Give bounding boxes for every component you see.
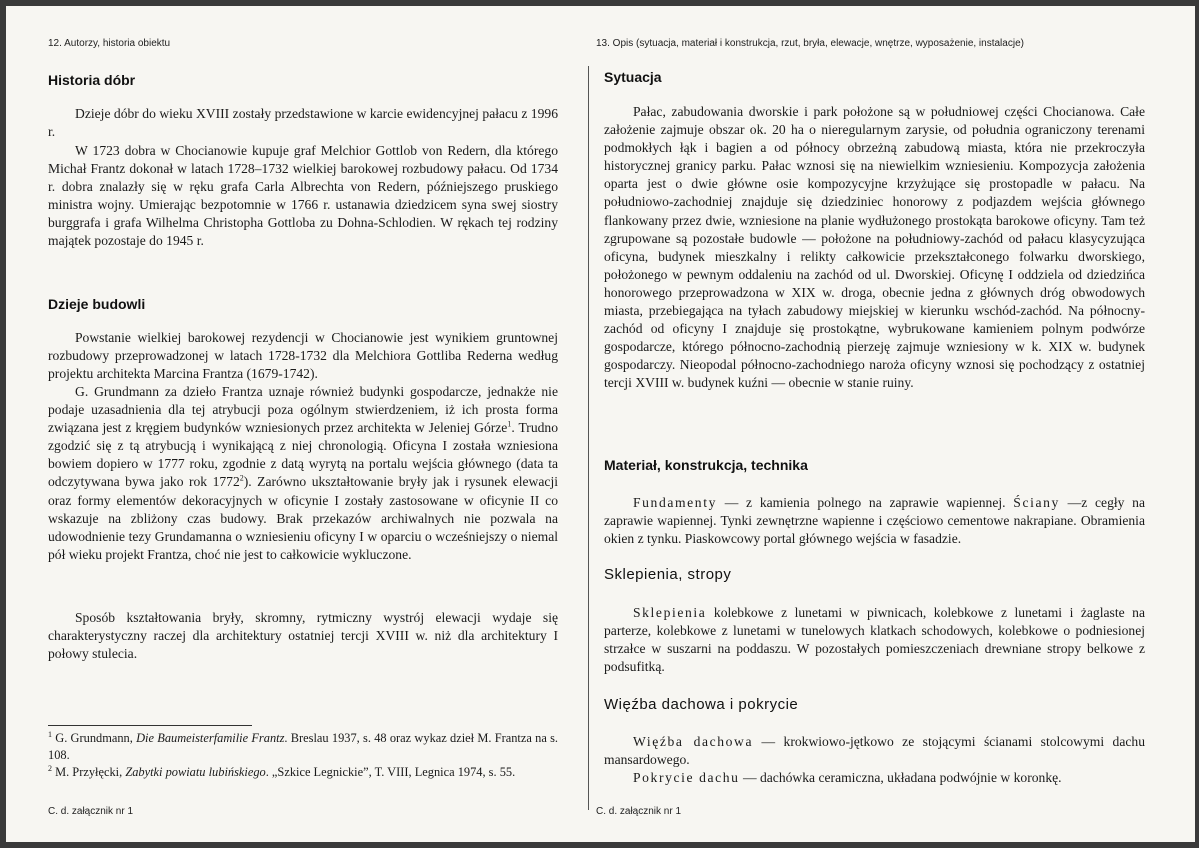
wiezba-term: Więźba dachowa [633, 734, 754, 749]
sytuacja-paragraph: Pałac, zabudowania dworskie i park położone są w południowej części Chocianowa. Całe założenie zajmuje obszar ok. 20 ha o nieregularnym zarysie, od południa ograniczony terenami podmokłych łąk i bagien a od północy obrzeżną zabudową miasta, która nie przekroczyła historycznej granicy parku. Pałac wznosi się na niewielkim wzniesieniu. Kompozycja założenia oparta jest o dwie główne osie kompozycyjne krzyżujące się prostopadle w pałacu. Na południowo-zachodniej znajduje się dziedziniec honorowy z podjazdem wejścia głównego flankowany przez dwie, wzniesione na planie wydłużonego prostokąta barokowe oficyny. Tam też zgrupowane są pozostałe budowle — położone na południowy-zachód od pałacu klasycyzująca oficyna, budynek mieszkalny i relikty całkowicie przekształconego folwarku dworskiego, położonego w pewnym oddaleniu na zachód od ul. Dworskiej. Oficynę I oddziela od dziedzińca honorowego przeprowadzona w XIX w. droga, obecnie jedna z głównych dróg obwodowych miasta, przebiegająca na tyłach zabudowy miejskiej w kierunku wschód-zachód. Na północny-zachód od oficyny I znajduje się prostokątne, wybrukowane kamieniem polnym podwórze gospodarcze, którego północno-zachodnią pierzeję zajmuje wzniesiony w k. XIX w. budynek gospodarczy. Nieopodal północno-zachodniego naroża oficyny wznosi się pochodzący z ostatniej tercji XVIII w. budynek kuźni — obecnie w stanie ruiny. [604, 104, 1145, 391]
footnote-2 [48, 764, 558, 781]
sciany-term: Ściany [1013, 495, 1060, 510]
dzieje-p2-text-a: G. Grundmann za dzieło Frantza uznaje również budynki gospodarcze, jednakże nie podaje uzasadnienia dla tej atrybucji poza ogólnym stwierdzeniem, iż ich prosta forma związana jest z kręgiem budynków wzniesionych przez architekta w Jeleniej Górze [48, 384, 558, 436]
fundamenty-text: — z kamienia polnego na zaprawie wapiennej. [716, 495, 1014, 510]
footnote-2-number: 2 [48, 763, 52, 773]
footnote-1 [48, 730, 558, 764]
material-paragraph [604, 494, 1145, 548]
dzieje-paragraph-2 [48, 383, 558, 564]
footnote-2-author: M. Przyłęcki, [52, 765, 126, 779]
pokrycie-paragraph [604, 769, 1145, 787]
footnote-1-author: G. Grundmann, [52, 731, 137, 745]
heading-material-konstrukcja: Materiał, konstrukcja, technika [604, 457, 808, 473]
dzieje-p2-text-c: ). Zarówno ukształtowanie bryły jak i rysunek elewacji oraz formy elementów dekoracyjnych w oficynie I zostały zastosowane w oficynie II co wskazuje na zbliżony czas budowy. Brak przekazów archiwalnych nie pozwala na udowodnienie tezy Grundamanna o wzniesieniu oficyny I w oparciu o wcześniejszy o niemal pół wieku projekt Frantza, choć nie jest to całkowicie wykluczone. [48, 474, 558, 562]
right-footer: C. d. załącznik nr 1 [596, 806, 682, 817]
pokrycie-text: — dachówka ceramiczna, układana podwójnie w koronkę. [739, 770, 1062, 785]
footnote-2-title: Zabytki powiatu lubińskiego [125, 765, 266, 779]
section-12-header: 12. Autorzy, historia obiektu [48, 38, 171, 49]
document-page [6, 6, 1195, 842]
historia-paragraph-2: W 1723 dobra w Chocianowie kupuje graf Melchior Gottlob von Redern, dla którego Michał Frantz dokonał w latach 1728–1732 wielkiej barokowej rozbudowy pałacu. Od 1734 r. dobra znalazły się w ręku grafa Carla Albrechta von Redern, późniejszego pruskiego ministra wojny. Umierając bezpotomnie w 1766 r. ustanawia dziedzicem syna swej siostry burggrafa i grafa Wilhelma Christopha Gottloba zu Dohna-Schlodien. W rękach tej rodziny majątek pozostaje do 1945 r. [48, 143, 558, 249]
footnote-2-details: . „Szkice Legnickie”, T. VIII, Legnica 1974, s. 55. [265, 765, 516, 779]
dzieje-p2-text-b: . Trudno zgodzić się z tą atrybucją i wynikającą z niej chronologią. Oficyna I została wzniesiona bowiem dopiero w 1777 roku, zgodnie z datą wyrytą na portalu wejścia głównego (data ta odczytywana bywa jako rok 1772 [48, 420, 559, 490]
dzieje-paragraph-3: Sposób kształtowania bryły, skromny, rytmiczny wystrój elewacji wydaje się charakterystyczny raczej dla architektury ostatniej tercji XVIII w. niż dla architektury I połowy stulecia. [48, 610, 558, 662]
footnote-ref-2: 2 [239, 473, 244, 483]
heading-dzieje-budowli: Dzieje budowli [48, 296, 146, 312]
footnote-ref-1: 1 [507, 419, 512, 429]
pokrycie-term: Pokrycie dachu [633, 770, 740, 785]
heading-historia-dobr: Historia dóbr [48, 72, 136, 88]
wiezba-paragraph [604, 733, 1145, 769]
sklepienia-term: Sklepienia [633, 605, 707, 620]
footnote-1-details: . Breslau 1937, s. 48 oraz wykaz dzieł M. Frantza na s. 108. [48, 731, 559, 762]
heading-sytuacja: Sytuacja [604, 69, 662, 85]
sklepienia-paragraph [604, 604, 1145, 676]
sciany-text: —z cegły na zaprawie wapiennej. Tynki zewnętrzne wapienne i częściowo cementowe nakrapiane. Obramienia okien z tynku. Piaskowcowy portal głównego wejścia w fasadzie. [604, 495, 1146, 547]
footnote-1-number: 1 [48, 729, 52, 739]
footnote-1-title: Die Baumeisterfamilie Frantz [136, 731, 285, 745]
section-13-header: 13. Opis (sytuacja, materiał i konstrukcja, rzut, bryła, elewacje, wnętrze, wyposażenie, instalacje) [596, 38, 1024, 49]
wiezba-text: — krokwiowo-jętkowo ze stojącymi ścianami stolcowymi dachu mansardowego. [604, 734, 1145, 768]
dzieje-paragraph-1: Powstanie wielkiej barokowej rezydencji w Chocianowie jest wynikiem gruntownej rozbudowy przeprowadzonej w latach 1728-1732 dla Melchiora Gottliba Rederna według projektu architekta Marcina Frantza (1679-1742). [48, 330, 558, 382]
heading-wiezba-dachowa: Więźba dachowa i pokrycie [604, 696, 799, 713]
column-divider [588, 66, 589, 810]
historia-paragraph-1: Dzieje dóbr do wieku XVIII zostały przedstawione w karcie ewidencyjnej pałacu z 1996 r. [48, 106, 558, 140]
fundamenty-term: Fundamenty [633, 495, 717, 510]
heading-sklepienia-stropy: Sklepienia, stropy [604, 566, 732, 583]
sklepienia-text: kolebkowe z lunetami w piwnicach, kolebkowe z lunetami i żaglaste na parterze, kolebkowe z lunetami w tunelowych klatkach schodowych, kolebkowe o podniesionej strzałce w suszarni na poddaszu. W pozostałych pomieszczeniach drewniane stropy belkowe z podsufitką. [604, 605, 1145, 675]
footnote-separator [48, 725, 252, 726]
left-footer: C. d. załącznik nr 1 [48, 806, 134, 817]
